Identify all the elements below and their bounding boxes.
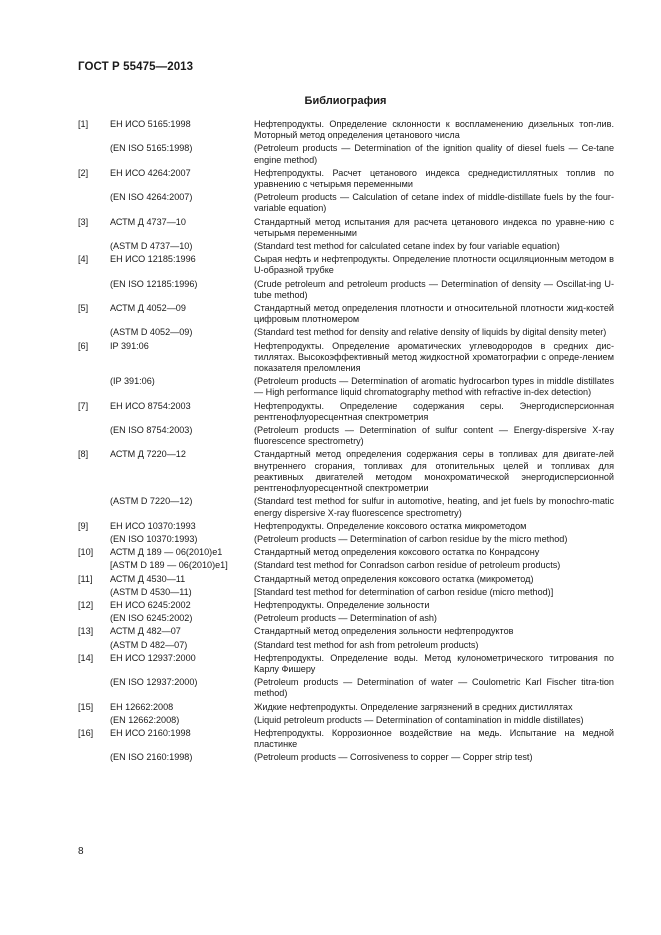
entry-text: (Petroleum products — Determination of the ignition quality of diesel fuels — Ce-tane engine method) xyxy=(254,143,614,165)
entry-num: [1] xyxy=(78,119,89,129)
entry-text: Нефтепродукты. Расчет цетанового индекса среднедистиллятных топлив по уравнению с четырьмя переменными xyxy=(254,167,614,190)
bibliography-entry xyxy=(78,376,618,398)
entry-text: (Standard test method for sulfur in automotive, heating, and jet fuels by monochro-matic energy dispersive X-ray fluorescence spectrometry) xyxy=(254,496,614,518)
entry-code: (EN 12662:2008) xyxy=(110,714,180,725)
entry-code: (EN ISO 4264:2007) xyxy=(110,192,193,203)
entry-text: (Petroleum products — Calculation of cetane index of middle-distillate fuels by the four-variable equation) xyxy=(254,192,614,214)
entry-code: (ASTM D 4052—09) xyxy=(110,327,193,338)
bibliography-list xyxy=(78,119,618,766)
entry-code: ЕН ИСО 8754:2003 xyxy=(110,400,191,411)
entry-num xyxy=(78,327,110,338)
entry-text: Нефтепродукты. Определение воды. Метод кулонометрического титрования по Карлу Фишеру xyxy=(254,652,614,674)
entry-num xyxy=(78,587,110,598)
bibliography-entry xyxy=(78,425,618,447)
entry-text: (Petroleum products — Determination of water — Coulometric Karl Fischer titra-tion method) xyxy=(254,677,614,699)
entry-text: (Liquid petroleum products — Determination of contamination in middle distillates) xyxy=(254,714,584,725)
entry-num xyxy=(78,752,110,763)
entry-num: [12] xyxy=(78,599,94,610)
entry-num: [15] xyxy=(78,701,94,712)
entry-text: Нефтепродукты. Определение коксового остатка микрометодом xyxy=(254,520,527,531)
bibliography-entry xyxy=(78,560,618,571)
entry-num: [16] xyxy=(78,727,94,738)
entry-num: [10] xyxy=(78,547,94,558)
bibliography-entry xyxy=(78,143,618,165)
entry-code: ЕН ИСО 5165:1998 xyxy=(110,119,191,129)
document-header: ГОСТ Р 55475—2013 xyxy=(78,61,194,73)
entry-text: [Standard test method for determination of carbon residue (micro method)] xyxy=(254,586,554,597)
entry-code: (ASTM D 482—07) xyxy=(110,639,188,650)
entry-num xyxy=(78,496,110,518)
bibliography-title: Библиография xyxy=(304,95,387,107)
entry-code: ЕН ИСО 6245:2002 xyxy=(110,599,191,610)
entry-text: (Petroleum products — Determination of sulfur content — Energy-dispersive X-ray fluorescence spectrometry) xyxy=(254,425,614,447)
entry-code: АСТМ Д 189 — 06(2010)е1 xyxy=(110,547,223,558)
bibliography-entry xyxy=(78,587,618,598)
entry-num: [13] xyxy=(78,626,94,637)
page-number: 8 xyxy=(78,846,84,857)
entry-num xyxy=(78,613,110,624)
entry-text: (Standard test method for density and relative density of liquids by digital density meter) xyxy=(254,327,607,338)
bibliography-entry xyxy=(78,534,618,545)
bibliography-entry xyxy=(78,728,618,750)
entry-num xyxy=(78,715,110,726)
entry-text: Стандартный метод определения коксового остатка (микрометод) xyxy=(254,573,534,584)
entry-num xyxy=(78,560,110,571)
bibliography-entry xyxy=(78,254,618,276)
bibliography-entry xyxy=(78,715,618,726)
entry-code: ЕН 12662:2008 xyxy=(110,701,174,712)
entry-code: ЕН ИСО 10370:1993 xyxy=(110,520,196,531)
bibliography-entry xyxy=(78,521,618,532)
entry-code: (EN ISO 12185:1996) xyxy=(110,278,198,289)
entry-text: Стандартный метод определения плотности и относительной плотности жид-костей цифровым плотномером xyxy=(254,303,614,325)
bibliography-entry xyxy=(78,752,618,763)
entry-text: (Petroleum products — Determination of aromatic hydrocarbon types in middle distillates — High performance liquid chromatography method with refractive in-dex detection) xyxy=(254,376,614,398)
bibliography-entry xyxy=(78,119,618,141)
entry-text: Нефтепродукты. Коррозионное воздействие на медь. Испытание на медной пластинке xyxy=(254,727,614,750)
entry-code: (EN ISO 2160:1998) xyxy=(110,752,193,763)
entry-text: (Petroleum products — Determination of carbon residue by the micro method) xyxy=(254,533,568,544)
bibliography-entry xyxy=(78,653,618,675)
entry-code: (EN ISO 10370:1993) xyxy=(110,533,198,544)
entry-num xyxy=(78,376,110,398)
bibliography-entry xyxy=(78,217,618,239)
entry-code: АСТМ Д 482—07 xyxy=(110,626,181,637)
entry-num: [3] xyxy=(78,216,89,227)
bibliography-entry xyxy=(78,303,618,325)
bibliography-entry xyxy=(78,279,618,301)
bibliography-entry xyxy=(78,168,618,190)
entry-num: [6] xyxy=(78,340,89,351)
entry-code: (EN ISO 6245:2002) xyxy=(110,613,193,624)
entry-text: Нефтепродукты. Определение содержания серы. Энергодисперсионная рентгенофлуоресцентная спектрометрия xyxy=(254,400,614,422)
bibliography-entry xyxy=(78,613,618,624)
entry-code: (ASTM D 4530—11) xyxy=(110,586,192,597)
entry-text: Нефтепродукты. Определение зольности xyxy=(254,599,430,610)
entry-text: Сырая нефть и нефтепродукты. Определение плотности осциляционным методом в U-образной трубке xyxy=(254,254,614,276)
entry-num xyxy=(78,640,110,651)
bibliography-entry xyxy=(78,626,618,637)
entry-text: Нефтепродукты. Определение ароматических углеводородов в средних дис-тиллятах. Высокоэффективный метод жидкостной хроматографии с опреде-лением показателя преломления xyxy=(254,340,614,374)
entry-code: АСТМ Д 4530—11 xyxy=(110,573,186,584)
entry-text: (Petroleum products — Corrosiveness to copper — Copper strip test) xyxy=(254,752,533,763)
bibliography-entry xyxy=(78,192,618,214)
entry-text: Жидкие нефтепродукты. Определение загрязнений в средних дистиллятах xyxy=(254,701,573,712)
entry-code: АСТМ Д 4052—09 xyxy=(110,303,186,314)
entry-num: [2] xyxy=(78,167,89,178)
bibliography-entry xyxy=(78,547,618,558)
entry-num: [14] xyxy=(78,652,94,663)
entry-num xyxy=(78,534,110,545)
entry-num xyxy=(78,425,110,447)
entry-text: (Crude petroleum and petroleum products — Determination of density — Oscillat-ing U-tube method) xyxy=(254,278,614,300)
bibliography-entry xyxy=(78,702,618,713)
bibliography-entry xyxy=(78,449,618,494)
entry-num: [9] xyxy=(78,520,89,531)
entry-text: Стандартный метод определения зольности нефтепродуктов xyxy=(254,626,514,637)
entry-num: [11] xyxy=(78,573,93,584)
entry-code: (EN ISO 12937:2000) xyxy=(110,677,198,688)
entry-text: (Petroleum products — Determination of ash) xyxy=(254,613,437,624)
entry-num: [8] xyxy=(78,449,89,460)
entry-text: Стандартный метод определения коксового остатка по Конрадсону xyxy=(254,547,540,558)
bibliography-entry xyxy=(78,341,618,375)
bibliography-entry xyxy=(78,574,618,585)
bibliography-entry xyxy=(78,241,618,252)
entry-num xyxy=(78,677,110,699)
entry-code: ЕН ИСО 12937:2000 xyxy=(110,652,196,663)
entry-num: [5] xyxy=(78,303,89,314)
entry-text: (Standard test method for Conradson carbon residue of petroleum products) xyxy=(254,560,561,571)
entry-num xyxy=(78,192,110,214)
entry-code: (ASTM D 7220—12) xyxy=(110,496,193,507)
bibliography-entry xyxy=(78,401,618,423)
entry-code: (EN ISO 5165:1998) xyxy=(110,143,193,154)
entry-text: (Standard test method for ash from petroleum products) xyxy=(254,639,479,650)
entry-text: Стандартный метод испытания для расчета цетанового индекса по уравне-нию с четырьмя переменными xyxy=(254,216,614,238)
entry-code: ЕН ИСО 12185:1996 xyxy=(110,254,196,265)
bibliography-entry xyxy=(78,327,618,338)
entry-code: АСТМ Д 4737—10 xyxy=(110,216,186,227)
bibliography-entry xyxy=(78,600,618,611)
entry-num xyxy=(78,279,110,301)
bibliography-entry xyxy=(78,640,618,651)
entry-text: Стандартный метод определения содержания серы в топливах для двигате-лей внутреннего сгорания, топливах для отопительных целей и топливах для реактивных двигателей методом монохроматической энергодисперсионной рентгенофлуоресцентной спектрометрии xyxy=(254,449,614,494)
entry-num xyxy=(78,143,110,165)
entry-text: Нефтепродукты. Определение склонности к воспламенению дизельных топ-лив. Моторный метод определения цетанового числа xyxy=(254,119,614,141)
entry-code: (ASTM D 4737—10) xyxy=(110,241,193,252)
bibliography-entry xyxy=(78,677,618,699)
entry-code: АСТМ Д 7220—12 xyxy=(110,449,186,460)
entry-code: (IP 391:06) xyxy=(110,376,155,387)
entry-code: (EN ISO 8754:2003) xyxy=(110,425,193,436)
entry-code: IP 391:06 xyxy=(110,340,149,351)
bibliography-entry xyxy=(78,496,618,518)
entry-num: [4] xyxy=(78,254,89,265)
entry-text: (Standard test method for calculated cetane index by four variable equation) xyxy=(254,241,560,252)
entry-num: [7] xyxy=(78,400,89,411)
entry-code: [ASTM D 189 — 06(2010)e1] xyxy=(110,560,228,571)
entry-code: ЕН ИСО 2160:1998 xyxy=(110,727,191,738)
entry-num xyxy=(78,241,110,252)
entry-code: ЕН ИСО 4264:2007 xyxy=(110,167,191,178)
